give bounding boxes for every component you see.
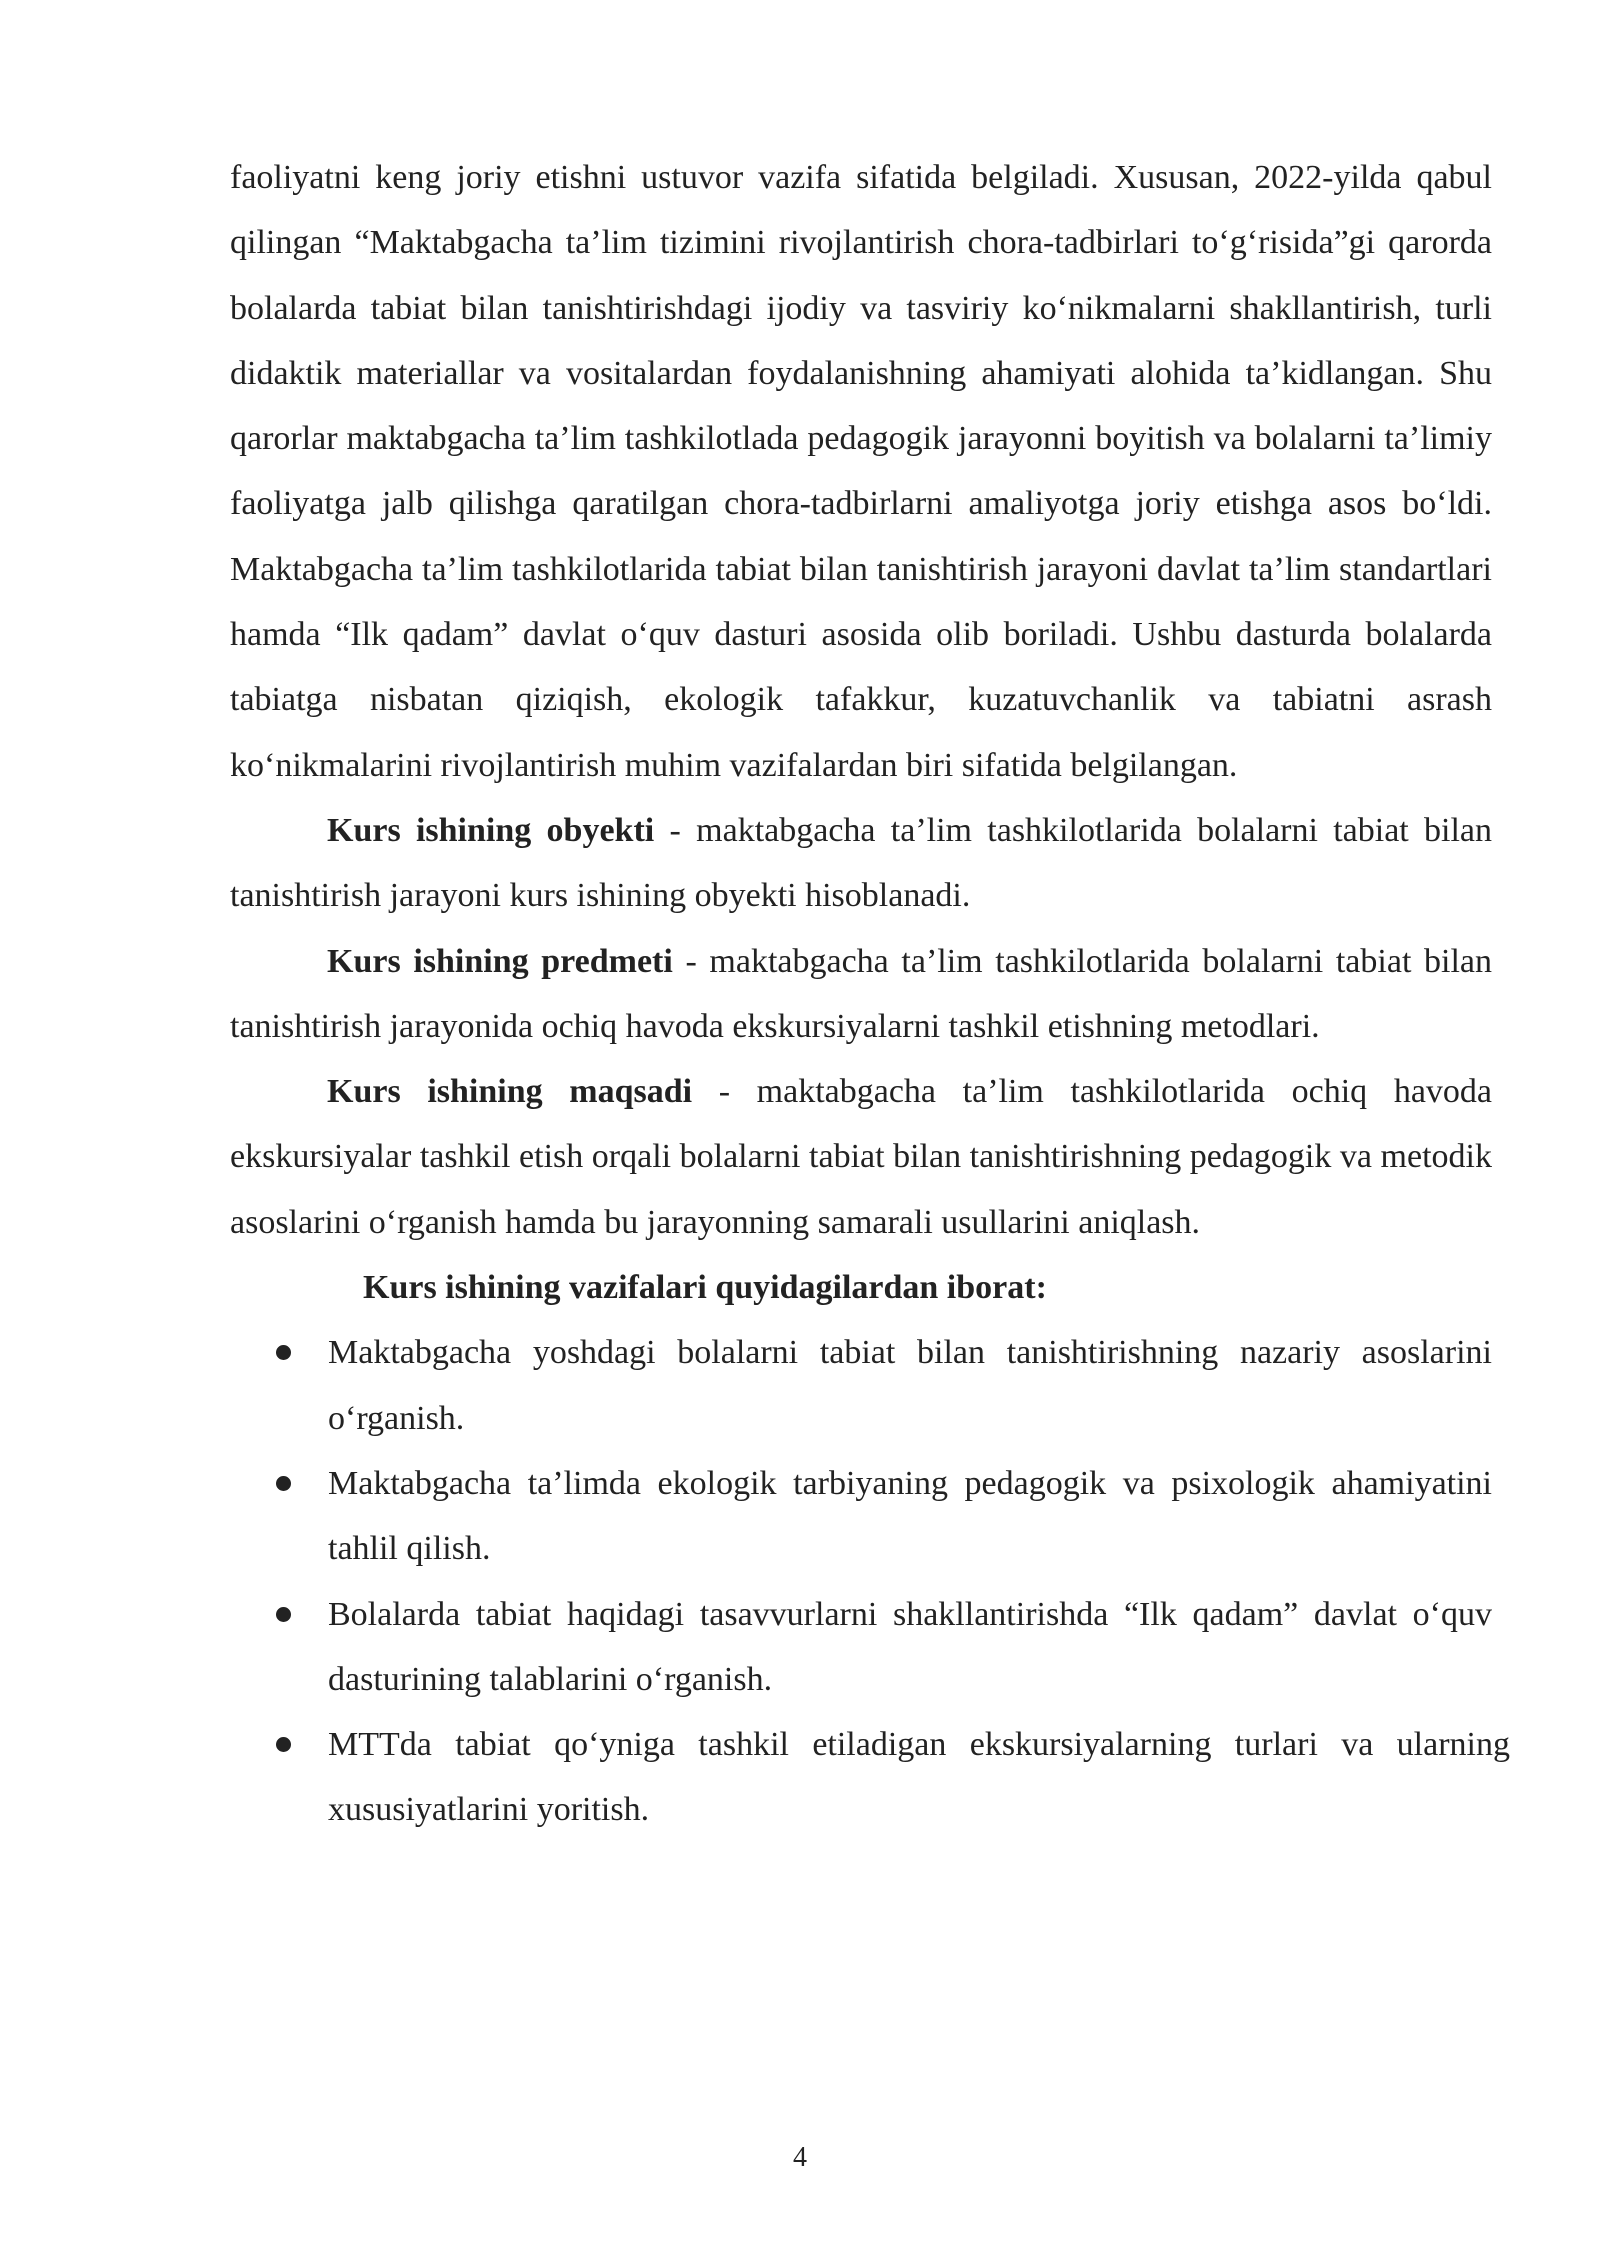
goal-text: - maktabgacha ta’lim tashkilotlarida ochiq havoda ekskursiyalar tashkil etish orqali bolalarni tabiat bilan tanishtirishning pedagogik va metodik asoslarini o‘rganish hamda bu jarayonning samarali usullarini aniqlash. — [230, 1073, 1492, 1241]
bullet-icon — [276, 1476, 291, 1491]
subject-text: - maktabgacha ta’lim tashkilotlarida bolalarni tabiat bilan tanishtirish jarayonida ochiq havoda ekskursiyalarni tashkil etishning metodlari. — [230, 942, 1493, 1045]
tasks-heading: Kurs ishining vazifalari quyidagilardan iborat: — [363, 1269, 1047, 1307]
object-text: - maktabgacha ta’lim tashkilotlarida bolalarni tabiat bilan tanishtirish jarayoni kurs ishining obyekti hisoblanadi. — [230, 811, 1493, 915]
object-paragraph — [230, 798, 1492, 929]
list-item-text: Bolalarda tabiat haqidagi tasavvurlarni shakllantirishda “Ilk qadam” davlat o‘quv dasturining talablarini o‘rganish. — [328, 1595, 1492, 1698]
subject-paragraph — [230, 929, 1492, 1060]
list-item — [230, 1320, 1492, 1451]
intro-paragraph: faoliyatni keng joriy etishni ustuvor vazifa sifatida belgiladi. Xususan, 2022-yilda qabul qilingan “Maktabgacha ta’lim tizimini rivojlantirish chora-tadbirlari to‘g‘risida”gi qarorda bolalarda tabiat bilan tanishtirishdagi ijodiy va tasviriy ko‘nikmalarni shakllantirish, turli didaktik materiallar va vositalardan foydalanishning ahamiyati alohida ta’kidlangan. Shu qarorlar maktabgacha ta’lim tashkilotlada pedagogik jarayonni boyitish va bolalarni ta’limiy faoliyatga jalb qilishga qaratilgan chora-tadbirlarni amaliyotga joriy etishga asos bo‘ldi. Maktabgacha ta’lim tashkilotlarida tabiat bilan tanishtirish jarayoni davlat ta’lim standartlari hamda “Ilk qadam” davlat o‘quv dasturi asosida olib boriladi. Ushbu dasturda bolalarda tabiatga nisbatan qiziqish, ekologik tafakkur, kuzatuvchanlik va tabiatni asrash ko‘nikmalarini rivojlantirish muhim vazifalardan biri sifatida belgilangan. — [230, 159, 1492, 784]
bullet-icon — [276, 1607, 291, 1622]
list-item — [230, 1451, 1492, 1582]
page-number: 4 — [793, 2142, 807, 2173]
bullet-icon — [276, 1345, 291, 1360]
goal-term: Kurs ishining maqsadi — [327, 1073, 693, 1111]
object-term: Kurs ishining obyekti — [327, 811, 655, 849]
list-item-text: Maktabgacha ta’limda ekologik tarbiyaning pedagogik va psixologik ahamiyatini tahlil qilish. — [328, 1464, 1492, 1568]
subject-term: Kurs ishining predmeti — [327, 942, 673, 980]
list-item-text: MTTda tabiat qo‘yniga tashkil etiladigan ekskursiyalarning turlari va ularning xususiyatlarini yoritish. — [328, 1726, 1510, 1829]
list-item — [230, 1712, 1510, 1843]
tasks-list — [230, 1320, 1510, 1842]
list-item-text: Maktabgacha yoshdagi bolalarni tabiat bilan tanishtirishning nazariy asoslarini o‘rganish. — [328, 1334, 1492, 1437]
goal-paragraph — [230, 1059, 1492, 1255]
bullet-icon — [276, 1737, 291, 1752]
list-item — [230, 1582, 1492, 1713]
page-body — [230, 145, 1510, 1843]
